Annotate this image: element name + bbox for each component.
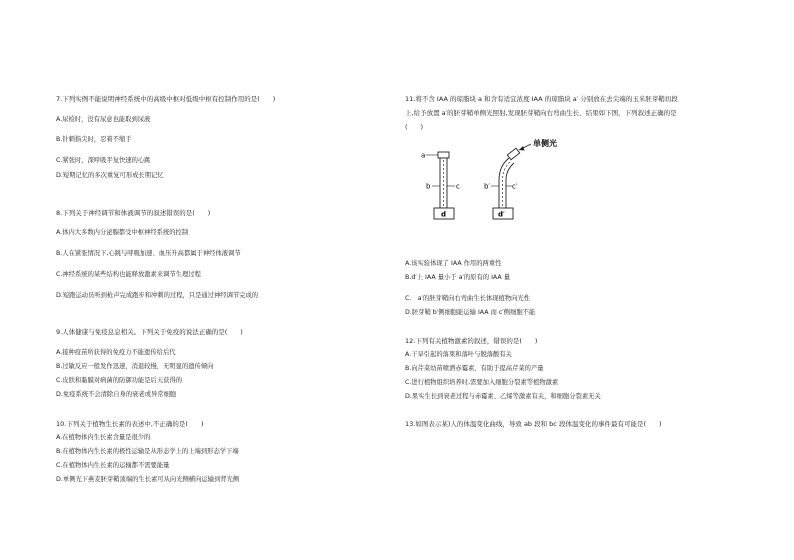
q10-option-b: B.在植物体内生长素的极性运输是从形态学上的上端到形态学下端 <box>56 448 239 455</box>
q12-option-c: C.进行植物组织培养时,需要加入细胞分裂素等植物激素 <box>405 379 559 386</box>
label-b: b <box>426 182 431 191</box>
q9-option-c: C.皮肤和黏膜对病菌的防御功能是后天获得的 <box>56 377 183 384</box>
label-d-prime: d′ <box>498 210 505 219</box>
q11-option-b: B.d′上 IAA 量小于 a′的原有的 IAA 量 <box>405 274 511 281</box>
label-d: d <box>441 210 447 219</box>
right-coleoptile <box>484 138 557 219</box>
q8-option-b: B.人在紧张情况下,心跳与呼吸加速、血压升高都属于神经体液调节 <box>56 250 241 257</box>
coleoptile-diagram <box>415 136 615 224</box>
q11-option-a: A.该实验体现了 IAA 作用的两重性 <box>405 260 502 267</box>
q10-option-d: D.单侧光下燕麦胚芽鞘顶端的生长素可从向光侧横向运输到背光侧 <box>56 476 240 483</box>
q9-option-b: B.过敏反应一般发作迅速，消退较慢，无明显的遗传倾向 <box>56 363 214 370</box>
q13-stem: 13.如图表示某)人的体温变化曲线，导致 ab 段和 bc 段体温变化的事件最有可能是( ) <box>405 420 662 428</box>
q10-stem: 10.下列关于植物生长素的表述中,不正确的是( ) <box>56 420 204 428</box>
q9-option-d: D.免疫系统不会清除自身的衰老或异常细胞 <box>56 391 177 398</box>
left-coleoptile <box>421 152 460 220</box>
q11-option-d: D.胚芽鞘 b′侧细胞能运输 IAA 而 c′侧细胞不能 <box>405 309 536 316</box>
agar-block-a-prime <box>507 148 519 160</box>
label-c-prime: c′ <box>512 182 518 191</box>
label-b-prime: b′ <box>484 182 491 191</box>
label-c: c <box>456 182 460 191</box>
q11-option-c: C. a′的胚芽鞘向右弯曲生长体现植物向光性 <box>405 295 531 302</box>
q7-stem: 7.下列实例不能说明神经系统中的高级中枢对低级中枢有控制作用的是( ) <box>56 95 276 103</box>
q9-option-a: A.接种疫苗所获得的免疫力不能遗传给后代 <box>56 349 176 356</box>
q7-option-c: C.紧张时，深呼吸平复快速的心跳 <box>56 157 151 164</box>
q7-option-b: B.针刺指尖时，忍着不缩手 <box>56 136 132 143</box>
q9-stem: 9.人体健康与免疫息息相关。下列关于免疫的说法正确的是( ) <box>56 328 243 336</box>
q11-stem-line-2: 上,给予放置 a′的胚芽鞘单侧光照射,发现胚芽鞘向右弯曲生长，结果如下图，下列叙述正确的是 <box>405 109 677 117</box>
q10-option-c: C.在植物体内生长素的运输都不需要能量 <box>56 462 170 469</box>
q7-option-d: D.短期记忆的多次重复可形成长期记忆 <box>56 172 164 179</box>
q8-option-c: C.神经系统的某些结构也能释放激素来调节生理过程 <box>56 271 201 278</box>
q12-option-d: D.果实生长到衰老过程与赤霉素、乙烯等激素有关，和细胞分裂素无关 <box>405 393 601 400</box>
q12-option-b: B.向芹菜幼苗喷洒赤霉素，有助于提高芹菜的产量 <box>405 365 544 372</box>
q11-stem-line-3: ( ) <box>405 123 424 131</box>
q12-stem: 12.下列有关植物激素的叙述，错误的是( ) <box>405 337 538 345</box>
agar-block-a <box>438 152 449 158</box>
label-a: a <box>421 151 426 160</box>
q8-stem: 8.下列关于神经调节和体液调节的叙述错误的是( ) <box>56 209 211 217</box>
q10-option-a: A.在植物体内生长素含量是很少的 <box>56 434 151 441</box>
coleoptile-figure <box>415 136 615 224</box>
q11-stem-line-1: 11.将不含 IAA 的琼脂块 a 和含有适宜浓度 IAA 的琼脂块 a′ 分别放在去尖端的玉米胚芽鞘切段 <box>405 95 678 103</box>
q8-option-d: D.短跑运动员听到枪声完成跑步和冲刺的过程，只是通过神经调节完成的 <box>56 292 259 299</box>
q7-option-a: A.尿检时，没有尿意也能取到尿液 <box>56 116 151 123</box>
q12-option-a: A.干旱引起的落果和落叶与脱落酸有关 <box>405 351 512 358</box>
label-unilateral-light: 单侧光 <box>533 139 557 148</box>
q8-option-a: A.体内大多数内分泌腺都受中枢神经系统的控制 <box>56 229 189 236</box>
